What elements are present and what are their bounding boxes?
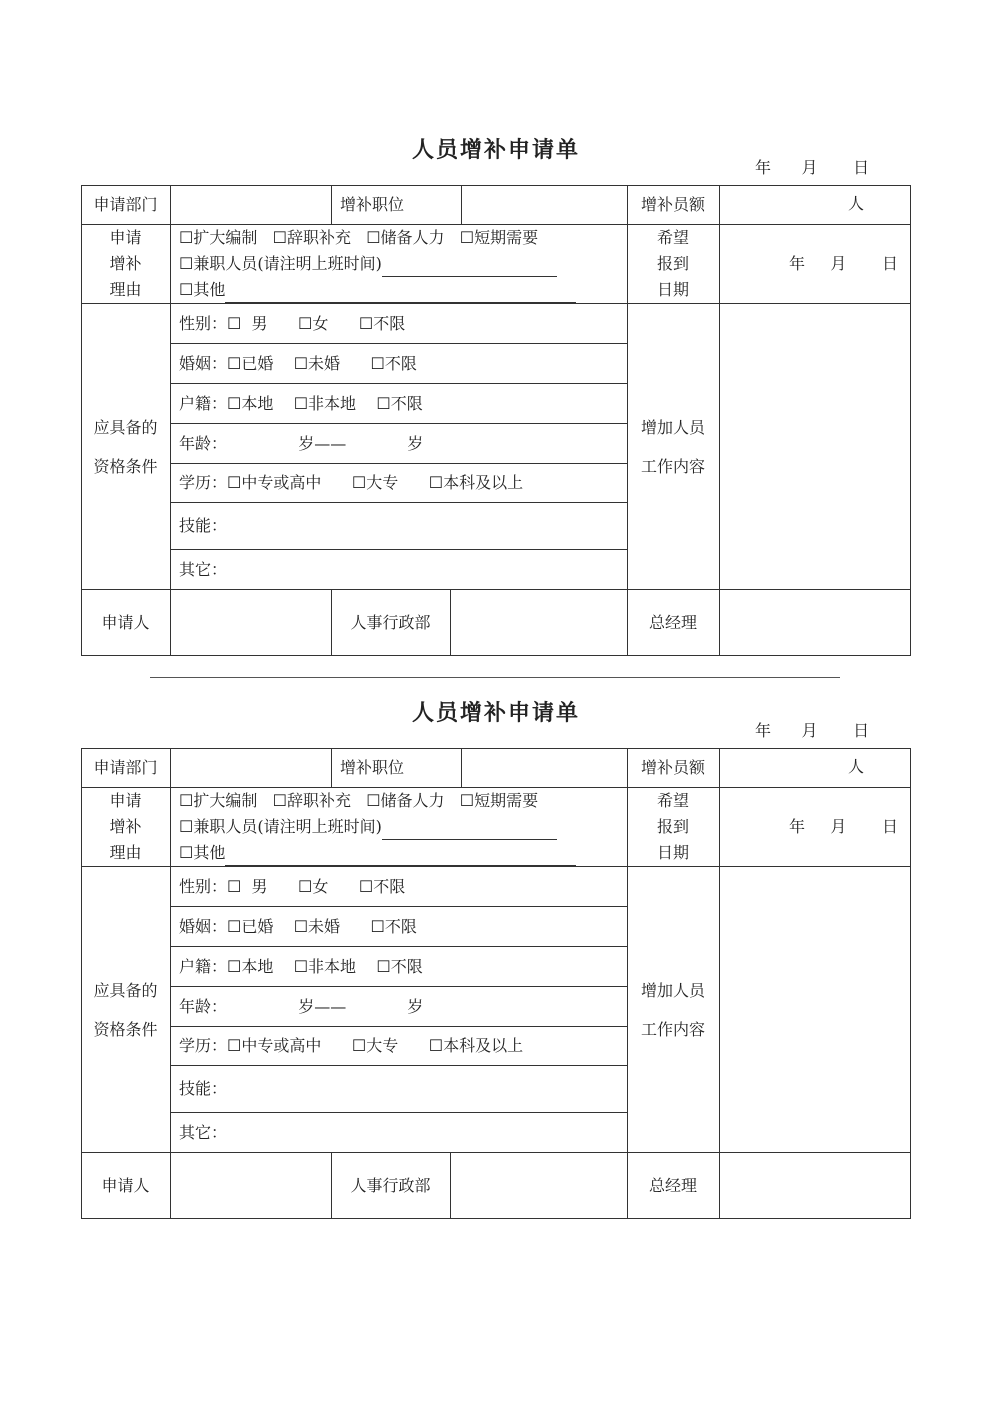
position-label: 增补职位	[340, 757, 405, 777]
hope-date-field[interactable]: 年 月 日	[789, 817, 899, 836]
skill-row[interactable]: 技能：	[179, 516, 228, 535]
form-table	[81, 185, 911, 656]
hope-label: 希望 报到 日期	[656, 228, 689, 299]
marriage-row[interactable]: 婚姻：☐已婚 ☐未婚 ☐不限	[179, 916, 417, 936]
gm-label: 总经理	[648, 613, 697, 632]
dept-field[interactable]	[170, 185, 331, 224]
dept-label: 申请部门	[93, 194, 158, 214]
form-title: 人员增补申请单	[411, 700, 580, 726]
hukou-row[interactable]: 户籍：☐本地 ☐非本地 ☐不限	[179, 956, 423, 976]
position-field[interactable]	[461, 748, 627, 787]
applicant-field[interactable]	[170, 1153, 331, 1219]
quota-unit: 人	[848, 757, 865, 776]
work-field[interactable]	[719, 867, 911, 1152]
edu-row[interactable]: 学历：☐中专或高中 ☐大专 ☐本科及以上	[179, 1036, 524, 1055]
other-row[interactable]: 其它：	[179, 559, 228, 579]
dept-label: 申请部门	[93, 757, 158, 777]
work-field[interactable]	[719, 304, 911, 589]
hope-date-field[interactable]: 年 月 日	[789, 254, 899, 273]
gm-field[interactable]	[719, 590, 911, 656]
reason-row-3[interactable]: ☐其他	[179, 840, 627, 866]
quota-field[interactable]	[719, 748, 911, 787]
reason-row-1[interactable]: ☐扩大编制 ☐辞职补充 ☐储备人力 ☐短期需要	[179, 791, 539, 810]
gm-label: 总经理	[648, 1176, 697, 1195]
form-table	[81, 748, 911, 1219]
reason-row-3[interactable]: ☐其他	[179, 277, 627, 303]
form-date: 年 月 日	[755, 721, 870, 740]
gender-row[interactable]: 性别：☐ 男 ☐女 ☐不限	[179, 313, 406, 333]
quota-label: 增补员额	[640, 757, 705, 777]
qual-label: 应具备的 资格条件	[93, 980, 158, 1039]
form-date: 年 月 日	[755, 158, 870, 177]
reason-label: 申请 增补 理由	[109, 791, 142, 862]
hr-field[interactable]	[450, 590, 627, 656]
quota-label: 增补员额	[640, 194, 705, 214]
quota-field[interactable]	[719, 185, 911, 224]
age-row[interactable]: 年龄： 岁—— 岁	[179, 996, 424, 1016]
reason-row-2[interactable]: ☐兼职人员(请注明上班时间)	[179, 251, 627, 277]
hope-label: 希望 报到 日期	[656, 791, 689, 862]
quota-unit: 人	[848, 194, 865, 213]
position-label: 增补职位	[340, 194, 405, 214]
hr-label: 人事行政部	[350, 1176, 431, 1195]
reason-label: 申请 增补 理由	[109, 228, 142, 299]
age-row[interactable]: 年龄： 岁—— 岁	[179, 433, 424, 453]
reason-options[interactable]	[170, 225, 627, 303]
gm-field[interactable]	[719, 1153, 911, 1219]
other-row[interactable]: 其它：	[179, 1122, 228, 1142]
work-label: 增加人员 工作内容	[640, 980, 705, 1039]
reason-row-2[interactable]: ☐兼职人员(请注明上班时间)	[179, 814, 627, 840]
applicant-field[interactable]	[170, 590, 331, 656]
applicant-label: 申请人	[101, 613, 150, 632]
hr-label: 人事行政部	[350, 613, 431, 632]
qual-label: 应具备的 资格条件	[93, 417, 158, 476]
reason-row-1[interactable]: ☐扩大编制 ☐辞职补充 ☐储备人力 ☐短期需要	[179, 228, 539, 247]
work-label: 增加人员 工作内容	[640, 417, 705, 476]
gender-row[interactable]: 性别：☐ 男 ☐女 ☐不限	[179, 876, 406, 896]
hukou-row[interactable]: 户籍：☐本地 ☐非本地 ☐不限	[179, 393, 423, 413]
hr-field[interactable]	[450, 1153, 627, 1219]
reason-options[interactable]	[170, 788, 627, 866]
position-field[interactable]	[461, 185, 627, 224]
marriage-row[interactable]: 婚姻：☐已婚 ☐未婚 ☐不限	[179, 353, 417, 373]
applicant-label: 申请人	[101, 1176, 150, 1195]
edu-row[interactable]: 学历：☐中专或高中 ☐大专 ☐本科及以上	[179, 473, 524, 492]
skill-row[interactable]: 技能：	[179, 1079, 228, 1098]
form-title: 人员增补申请单	[411, 137, 580, 163]
cut-line	[150, 677, 840, 678]
dept-field[interactable]	[170, 748, 331, 787]
